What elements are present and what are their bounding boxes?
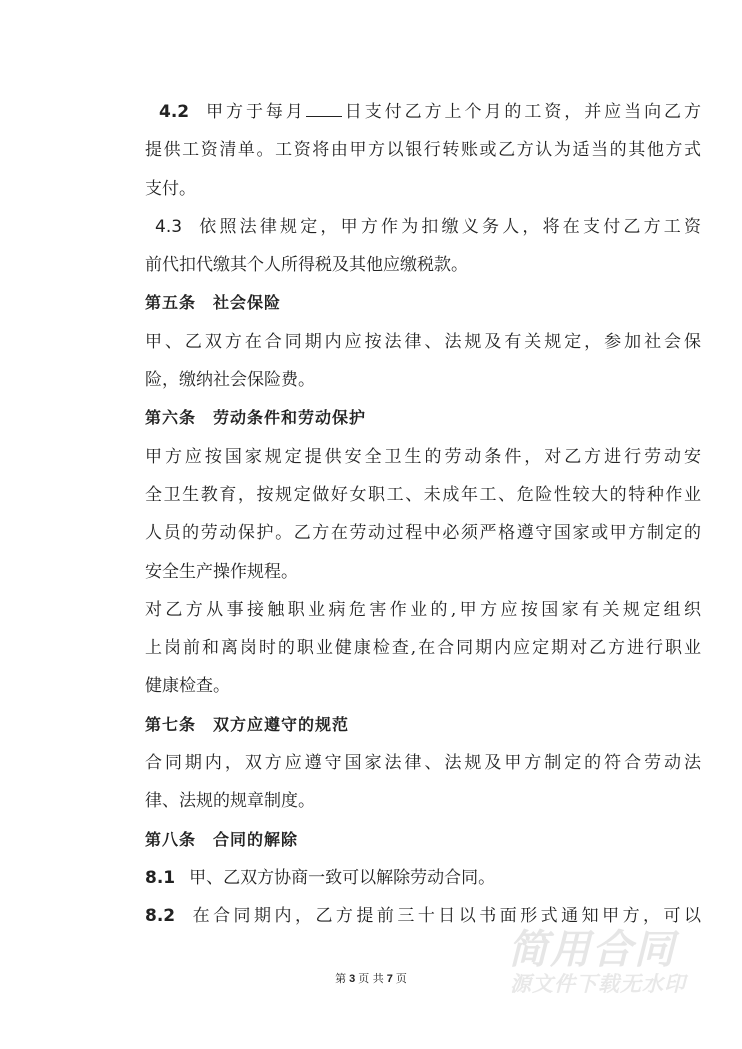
text-line: 对乙方从事接触职业病危害作业的,甲方应按国家有关规定组织 bbox=[145, 599, 701, 620]
clause-number: 4.2 bbox=[159, 102, 190, 122]
text-line: 支付。 bbox=[145, 178, 196, 199]
clause-4-3-line bbox=[145, 214, 701, 252]
text-line: 前代扣代缴其个人所得税及其他应缴税款。 bbox=[145, 255, 468, 276]
footer-text: 页 共 bbox=[358, 972, 384, 985]
footer-text: 第 bbox=[335, 972, 347, 985]
page-footer bbox=[0, 970, 742, 986]
blank-field bbox=[306, 100, 342, 117]
text: 日支付乙方上个月的工资，并应当向乙方 bbox=[341, 102, 701, 122]
text-line: 甲、乙双方在合同期内应按法律、法规及有关规定，参加社会保 bbox=[145, 331, 701, 352]
clause-4-2-line bbox=[145, 99, 701, 137]
text: 甲方于每月 bbox=[203, 102, 306, 122]
page-number: 3 bbox=[349, 973, 356, 985]
text-line: 险，缴纳社会保险费。 bbox=[145, 370, 315, 391]
clause-number: 8.1 bbox=[145, 867, 176, 888]
article-7-heading: 第七条 双方应遵守的规范 bbox=[145, 714, 350, 734]
text-line: 全卫生教育，按规定做好女职工、未成年工、危险性较大的特种作业 bbox=[145, 484, 701, 505]
footer-text: 页 bbox=[395, 972, 407, 985]
text: 依照法律规定，甲方作为扣缴义务人，将在支付乙方工资 bbox=[196, 216, 701, 237]
article-6-heading: 第六条 劳动条件和劳动保护 bbox=[145, 408, 367, 428]
text-line: 人员的劳动保护。乙方在劳动过程中必须严格遵守国家或甲方制定的 bbox=[145, 523, 701, 544]
article-8-heading: 第八条 合同的解除 bbox=[145, 829, 299, 849]
page-total: 7 bbox=[386, 973, 393, 985]
text-line: 甲方应按国家规定提供安全卫生的劳动条件，对乙方进行劳动安 bbox=[145, 446, 701, 467]
document-body bbox=[145, 99, 701, 942]
text: 甲、乙双方协商一致可以解除劳动合同。 bbox=[189, 867, 496, 888]
clause-number: 8.2 bbox=[145, 906, 176, 927]
text-line: 上岗前和离岗时的职业健康检查,在合同期内应定期对乙方进行职业 bbox=[145, 638, 701, 659]
clause-8-1-line bbox=[145, 865, 701, 903]
text-line: 提供工资清单。工资将由甲方以银行转账或乙方认为适当的其他方式 bbox=[145, 140, 701, 161]
watermark-slogan: 源文件下载无水印 bbox=[510, 972, 686, 996]
text-line: 律、法规的规章制度。 bbox=[145, 791, 315, 812]
text-line: 健康检查。 bbox=[145, 676, 230, 697]
text-line: 安全生产操作规程。 bbox=[145, 561, 298, 582]
text: 在合同期内，乙方提前三十日以书面形式通知甲方，可以 bbox=[189, 906, 701, 927]
clause-number: 4.3 bbox=[155, 216, 183, 237]
text-line: 合同期内，双方应遵守国家法律、法规及甲方制定的符合劳动法 bbox=[145, 753, 701, 774]
watermark-brand: 简用合同 bbox=[508, 927, 676, 973]
article-5-heading: 第五条 社会保险 bbox=[145, 293, 282, 313]
